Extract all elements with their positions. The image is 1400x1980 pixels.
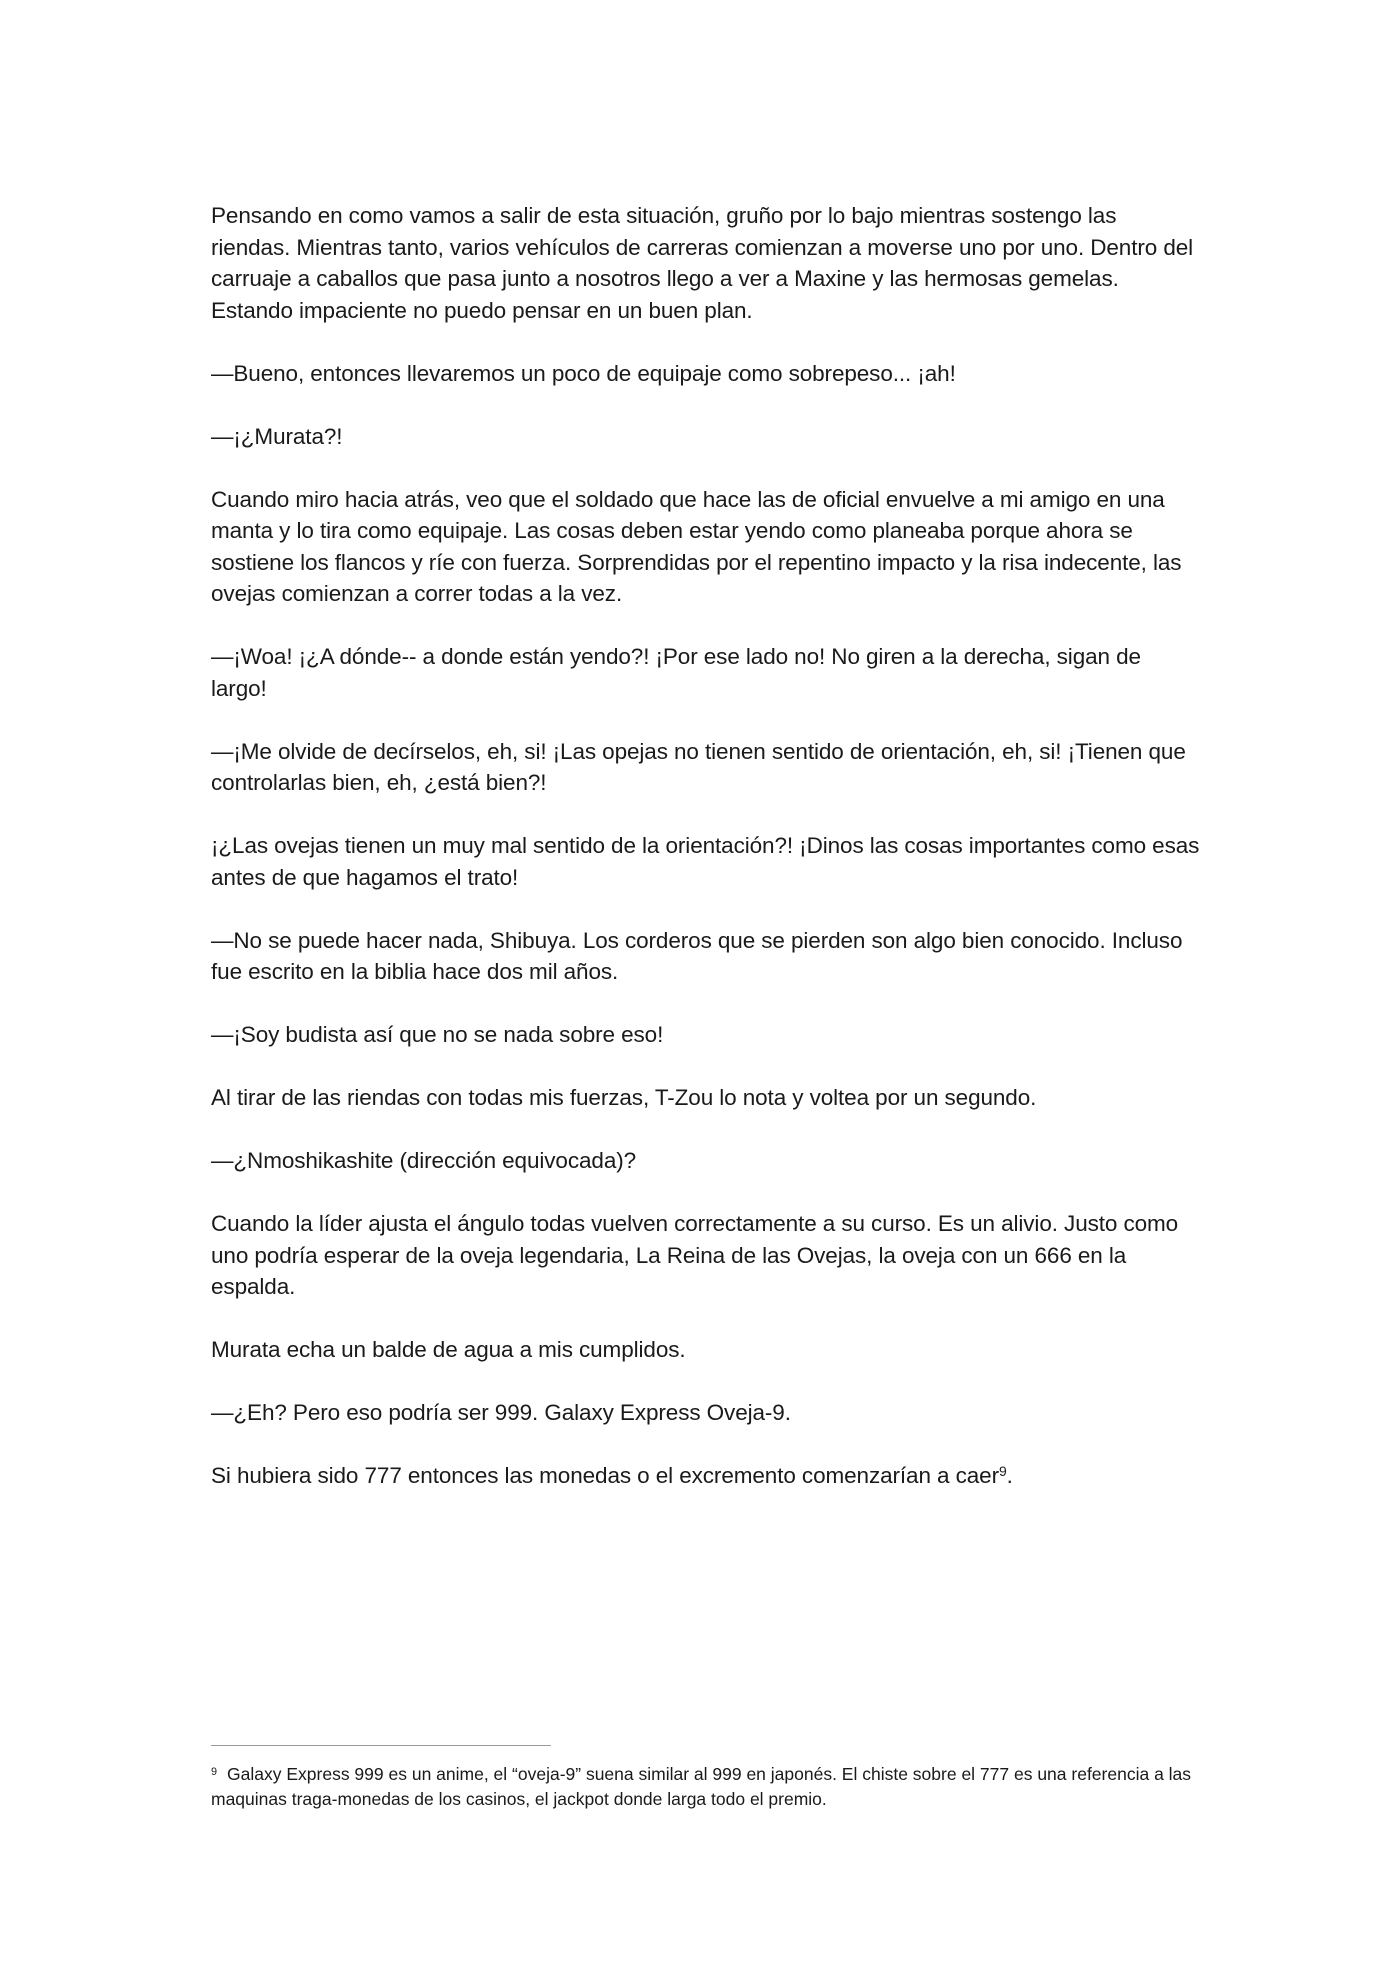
paragraph-14: —¿Eh? Pero eso podría ser 999. Galaxy Express Oveja-9.	[211, 1400, 791, 1425]
footnote-reference[interactable]: 9	[998, 1463, 1007, 1480]
footnote-text: Galaxy Express 999 es un anime, el “oveja-9” suena similar al 999 en japonés. El chiste sobre el 777 es una referencia a las maquinas traga-monedas de los casinos, el jackpot donde larga todo el premio.	[211, 1764, 1192, 1809]
paragraph-5: —¡Woa! ¡¿A dónde-- a donde están yendo?! ¡Por ese lado no! No giren a la derecha, sigan de largo!	[211, 644, 1141, 701]
paragraph-6: —¡Me olvide de decírselos, eh, si! ¡Las opejas no tienen sentido de orientación, eh, si! ¡Tienen que controlarlas bien, eh, ¿está bien?!	[211, 738, 1186, 795]
paragraph-4: Cuando miro hacia atrás, veo que el soldado que hace las de oficial envuelve a mi amigo en una manta y lo tira como equipaje. Las cosas deben estar yendo como planeaba porque ahora se sostiene los flancos y ríe con fuerza. Sorprendidas por el repentino impacto y la risa indecente, las ovejas comienzan a correr todas a la vez.	[211, 486, 1182, 606]
paragraph-3: —¡¿Murata?!	[211, 423, 343, 449]
footnote	[211, 1762, 1201, 1812]
paragraph-7: ¡¿Las ovejas tienen un muy mal sentido de la orientación?! ¡Dinos las cosas importantes como esas antes de que hagamos el trato!	[211, 833, 1200, 890]
paragraph-9: —¡Soy budista así que no se nada sobre eso!	[211, 1022, 664, 1047]
footnote-separator	[211, 1745, 551, 1746]
paragraph-8: —No se puede hacer nada, Shibuya. Los corderos que se pierden son algo bien conocido. Incluso fue escrito en la biblia hace dos mil años.	[211, 927, 1183, 984]
paragraph-12: Cuando la líder ajusta el ángulo todas vuelven correctamente a su curso. Es un alivio. Justo como uno podría esperar de la oveja legendaria, La Reina de las Ovejas, la oveja con un 666 en la espalda.	[211, 1211, 1179, 1299]
paragraph-15	[211, 1460, 1201, 1492]
body-text	[211, 200, 1201, 1523]
paragraph-13: Murata echa un balde de agua a mis cumplidos.	[211, 1337, 686, 1362]
paragraph-2: —Bueno, entonces llevaremos un poco de equipaje como sobrepeso... ¡ah!	[211, 360, 956, 386]
paragraph-15-trailing: .	[1006, 1463, 1013, 1488]
paragraph-15-text: Si hubiera sido 777 entonces las monedas o el excremento comenzarían a caer	[211, 1463, 999, 1488]
footnote-marker: 9	[211, 1765, 218, 1778]
paragraph-1: Pensando en como vamos a salir de esta situación, gruño por lo bajo mientras sostengo las riendas. Mientras tanto, varios vehículos de carreras comienzan a moverse uno por uno. Dentro del carruaje a caballos que pasa junto a nosotros llego a ver a Maxine y las hermosas gemelas. Estando impaciente no puedo pensar en un buen plan.	[211, 203, 1194, 323]
paragraph-11: —¿Nmoshikashite (dirección equivocada)?	[211, 1148, 637, 1173]
paragraph-10: Al tirar de las riendas con todas mis fuerzas, T-Zou lo nota y voltea por un segundo.	[211, 1085, 1037, 1110]
